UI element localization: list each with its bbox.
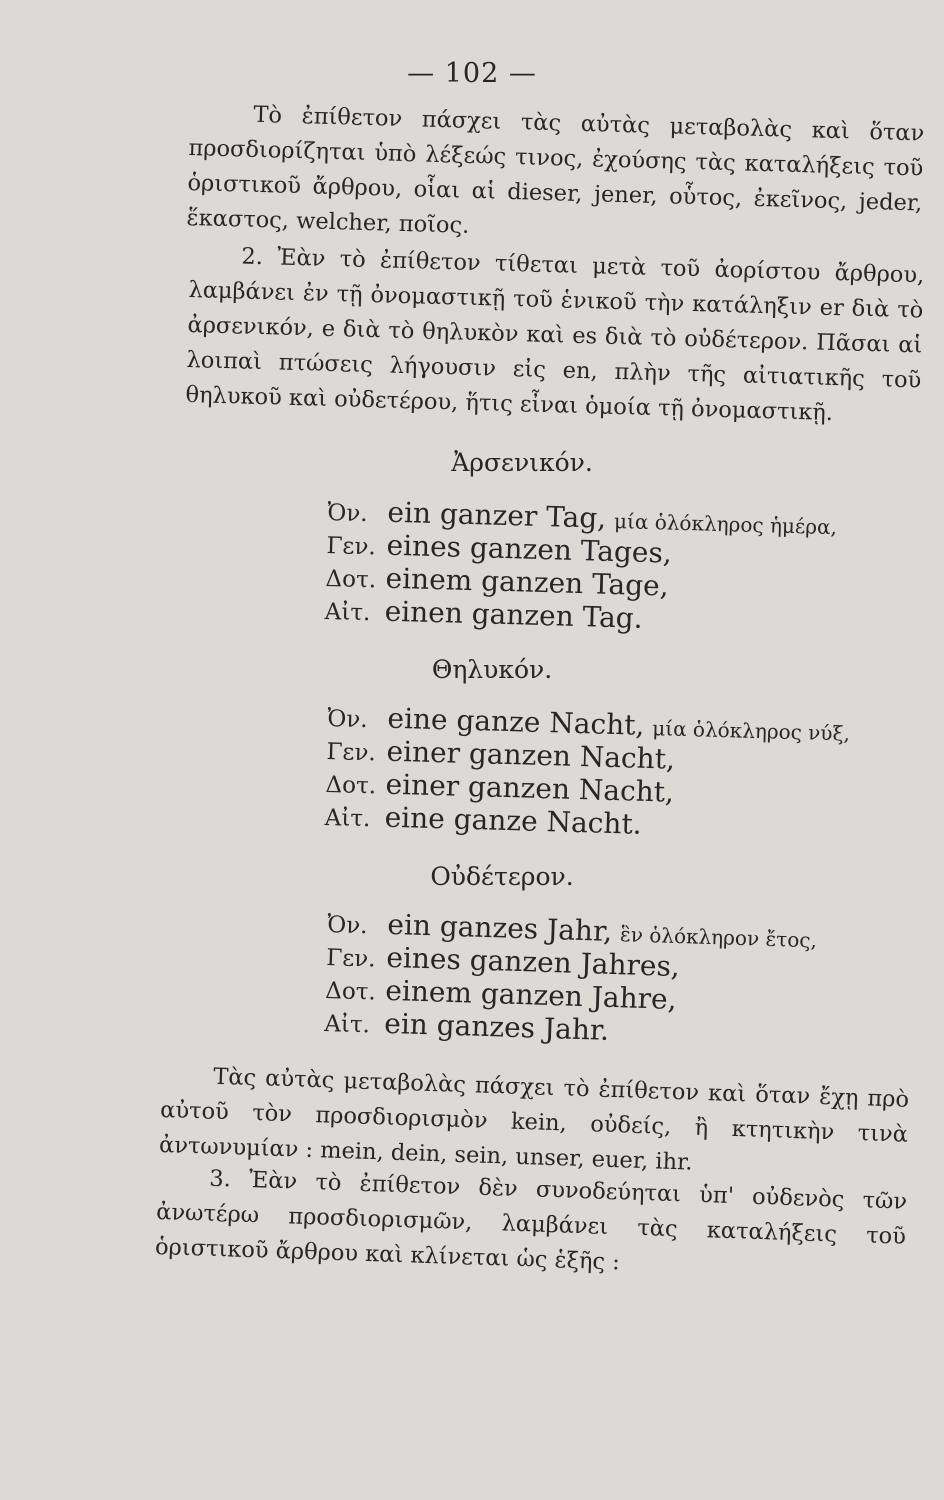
case-label: Ὀν. bbox=[326, 911, 368, 940]
case-label: Γεν. bbox=[326, 738, 377, 767]
declension-table-feminine bbox=[324, 700, 927, 849]
case-label: Γεν. bbox=[326, 532, 377, 561]
section-heading-masculine: Ἀρσενικόν. bbox=[451, 448, 593, 477]
german-form: ein ganzes Jahr. bbox=[383, 1006, 610, 1047]
german-form: ein ganzer Tag, bbox=[387, 495, 607, 535]
german-form: eines ganzen Tages, bbox=[386, 528, 673, 570]
paragraph-rule-2: 2. Ἐὰν τὸ ἐπίθετον τίθεται μετὰ τοῦ ἀορίστου ἄρθρου, λαμβάνει ἐν τῇ ὀνομαστικῇ τοῦ ἑνικοῦ τὴν κατάληξιν er διὰ τὸ ἀρσενικόν, e διὰ τὸ θηλυκὸν καὶ es διὰ τὸ οὐδέτερον. Πᾶσαι αἱ λοιπαὶ πτώσεις λήγουσιν εἰς en, πλὴν τῆς αἰτιατικῆς τοῦ θηλυκοῦ καὶ οὐδετέρου, ἥτις εἶναι ὁμοία τῇ ὀνομαστικῇ. bbox=[185, 243, 925, 427]
paragraph-intro: Τὸ ἐπίθετον πάσχει τὰς αὐτὰς μεταβολὰς καὶ ὅταν προσδιορίζηται ὑπὸ λέξεώς τινος, ἐχούσης τὰς καταλήξεις τοῦ ὁριστικοῦ ἄρθρου, οἷαι αἱ dieser, jener, οὗτος, ἐκεῖνος, jeder, ἕκαστος, welcher, ποῖος. bbox=[186, 101, 925, 239]
german-form: einem ganzen Tage, bbox=[385, 561, 670, 603]
greek-translation: ἓν ὁλόκληρον ἔτος, bbox=[619, 922, 818, 953]
german-form: eine ganze Nacht. bbox=[384, 800, 643, 841]
case-label: Δοτ. bbox=[324, 977, 377, 1006]
case-label: Ὀν. bbox=[327, 705, 368, 734]
german-form: einer ganzen Nacht, bbox=[385, 767, 675, 809]
paragraph-possessives: Τὰς αὐτὰς μεταβολὰς πάσχει τὸ ἐπίθετον καὶ ὅταν ἔχῃ πρὸ αὐτοῦ τὸν προσδιορισμὸν kein, οὐδείς, ἢ κτητικὴν τινὰ ἀντωνυμίαν : mein, dein, sein, unser, euer, ihr. bbox=[158, 1063, 910, 1176]
case-label: Δοτ. bbox=[325, 565, 377, 594]
german-form: eine ganze Nacht, bbox=[387, 701, 645, 742]
german-form: ein ganzes Jahr, bbox=[386, 907, 613, 948]
german-form: einem ganzen Jahre, bbox=[384, 973, 678, 1016]
case-label: Ὀν. bbox=[327, 499, 368, 528]
german-form: einer ganzen Nacht, bbox=[386, 734, 676, 776]
case-label: Αἰτ. bbox=[324, 804, 371, 833]
greek-translation: μία ὁλόκληρος ἡμέρα, bbox=[613, 509, 838, 540]
page-number: — 102 — bbox=[407, 58, 537, 89]
declension-table-neuter bbox=[324, 906, 928, 1057]
section-heading-neuter: Οὐδέτερον. bbox=[430, 862, 574, 891]
section-heading-feminine: Θηλυκόν. bbox=[431, 655, 553, 684]
german-form: einen ganzen Tag. bbox=[384, 594, 644, 635]
case-label: Αἰτ. bbox=[323, 1010, 371, 1039]
case-label: Δοτ. bbox=[325, 771, 377, 800]
declension-table-masculine bbox=[324, 494, 927, 643]
case-label: Αἰτ. bbox=[324, 598, 371, 627]
greek-translation: μία ὁλόκληρος νύξ, bbox=[651, 716, 851, 746]
case-label: Γεν. bbox=[325, 944, 376, 973]
german-form: eines ganzen Jahres, bbox=[385, 940, 681, 984]
paragraph-rule-3: 3. Ἐὰν τὸ ἐπίθετον δὲν συνοδεύηται ὑπ' οὐδενὸς τῶν ἀνωτέρω προσδιορισμῶν, λαμβάνει τὰς καταλήξεις τοῦ ὁριστικοῦ ἄρθρου καὶ κλίνεται ὡς ἑξῆς : bbox=[154, 1165, 908, 1276]
